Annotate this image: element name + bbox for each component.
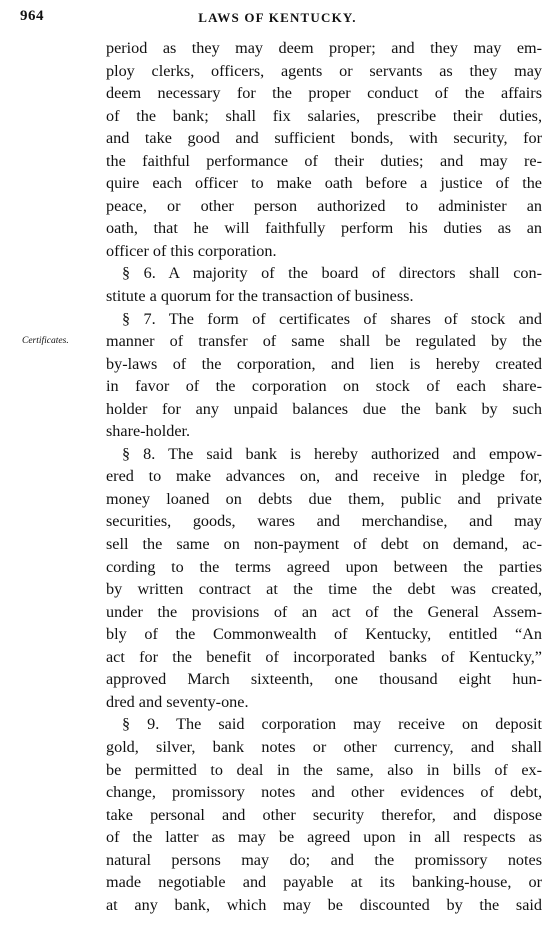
text-line: quire each officer to make oath before a justice of the — [106, 174, 542, 193]
text-line: be permitted to deal in the same, also in bills of ex- — [106, 760, 542, 779]
text-line: holder for any unpaid balances due the bank by such — [106, 399, 542, 418]
page-number: 964 — [20, 8, 44, 24]
text-line: peace, or other person authorized to administer an — [106, 196, 542, 215]
text-line: in favor of the corporation on stock of each share- — [106, 377, 542, 396]
text-line: stitute a quorum for the transaction of business. — [106, 287, 414, 306]
text-line: § 7. The form of certificates of shares of stock and — [122, 309, 542, 328]
text-line: the faithful performance of their duties; and may re- — [106, 151, 542, 170]
text-line: and take good and sufficient bonds, with security, for — [106, 129, 542, 148]
text-line: of the bank; shall fix salaries, prescribe their duties, — [106, 106, 542, 125]
body-text — [106, 37, 542, 916]
text-line: approved March sixteenth, one thousand eight hun- — [106, 670, 542, 689]
text-line: gold, silver, bank notes or other currency, and shall — [106, 737, 542, 756]
text-line: under the provisions of an act of the General Assem- — [106, 602, 542, 621]
text-line: § 6. A majority of the board of directors shall con- — [122, 264, 542, 283]
text-line: ploy clerks, officers, agents or servants as they may — [106, 61, 542, 80]
text-line: share-holder. — [106, 422, 191, 441]
text-line: sell the same on non-payment of debt on demand, ac- — [106, 535, 542, 554]
text-line: natural persons may do; and the promissory notes — [106, 850, 542, 869]
text-line: cording to the terms agreed upon between the parties — [106, 557, 542, 576]
text-line: § 8. The said bank is hereby authorized and empow- — [122, 444, 542, 463]
text-line: change, promissory notes and other evidences of debt, — [106, 783, 542, 802]
text-line: § 9. The said corporation may receive on deposit — [122, 715, 542, 734]
text-line: by-laws of the corporation, and lien is hereby created — [106, 354, 542, 373]
text-line: dred and seventy-one. — [106, 692, 249, 711]
text-line: of the latter as may be agreed upon in all respects as — [106, 828, 542, 847]
text-line: officer of this corporation. — [106, 241, 277, 260]
text-line: at any bank, which may be discounted by the said — [106, 895, 542, 914]
text-line: securities, goods, wares and merchandise, and may — [106, 512, 542, 531]
text-line: money loaned on debts due them, public and private — [106, 489, 542, 508]
text-line: ered to make advances on, and receive in pledge for, — [106, 467, 542, 486]
text-line: manner of transfer of same shall be regulated by the — [106, 332, 542, 351]
margin-note: Certificates. — [22, 336, 69, 347]
text-line: act for the benefit of incorporated banks of Kentucky,” — [106, 647, 542, 666]
running-head: LAWS OF KENTUCKY. — [198, 10, 357, 25]
text-line: by written contract at the time the debt was created, — [106, 580, 542, 599]
text-line: take personal and other security therefor, and dispose — [106, 805, 542, 824]
text-line: period as they may deem proper; and they may em- — [106, 39, 542, 57]
text-line: deem necessary for the proper conduct of the affairs — [106, 84, 542, 103]
text-line: made negotiable and payable at its banking-house, or — [106, 873, 542, 892]
text-line: bly of the Commonwealth of Kentucky, entitled “An — [106, 625, 542, 644]
text-line: oath, that he will faithfully perform his duties as an — [106, 219, 542, 238]
